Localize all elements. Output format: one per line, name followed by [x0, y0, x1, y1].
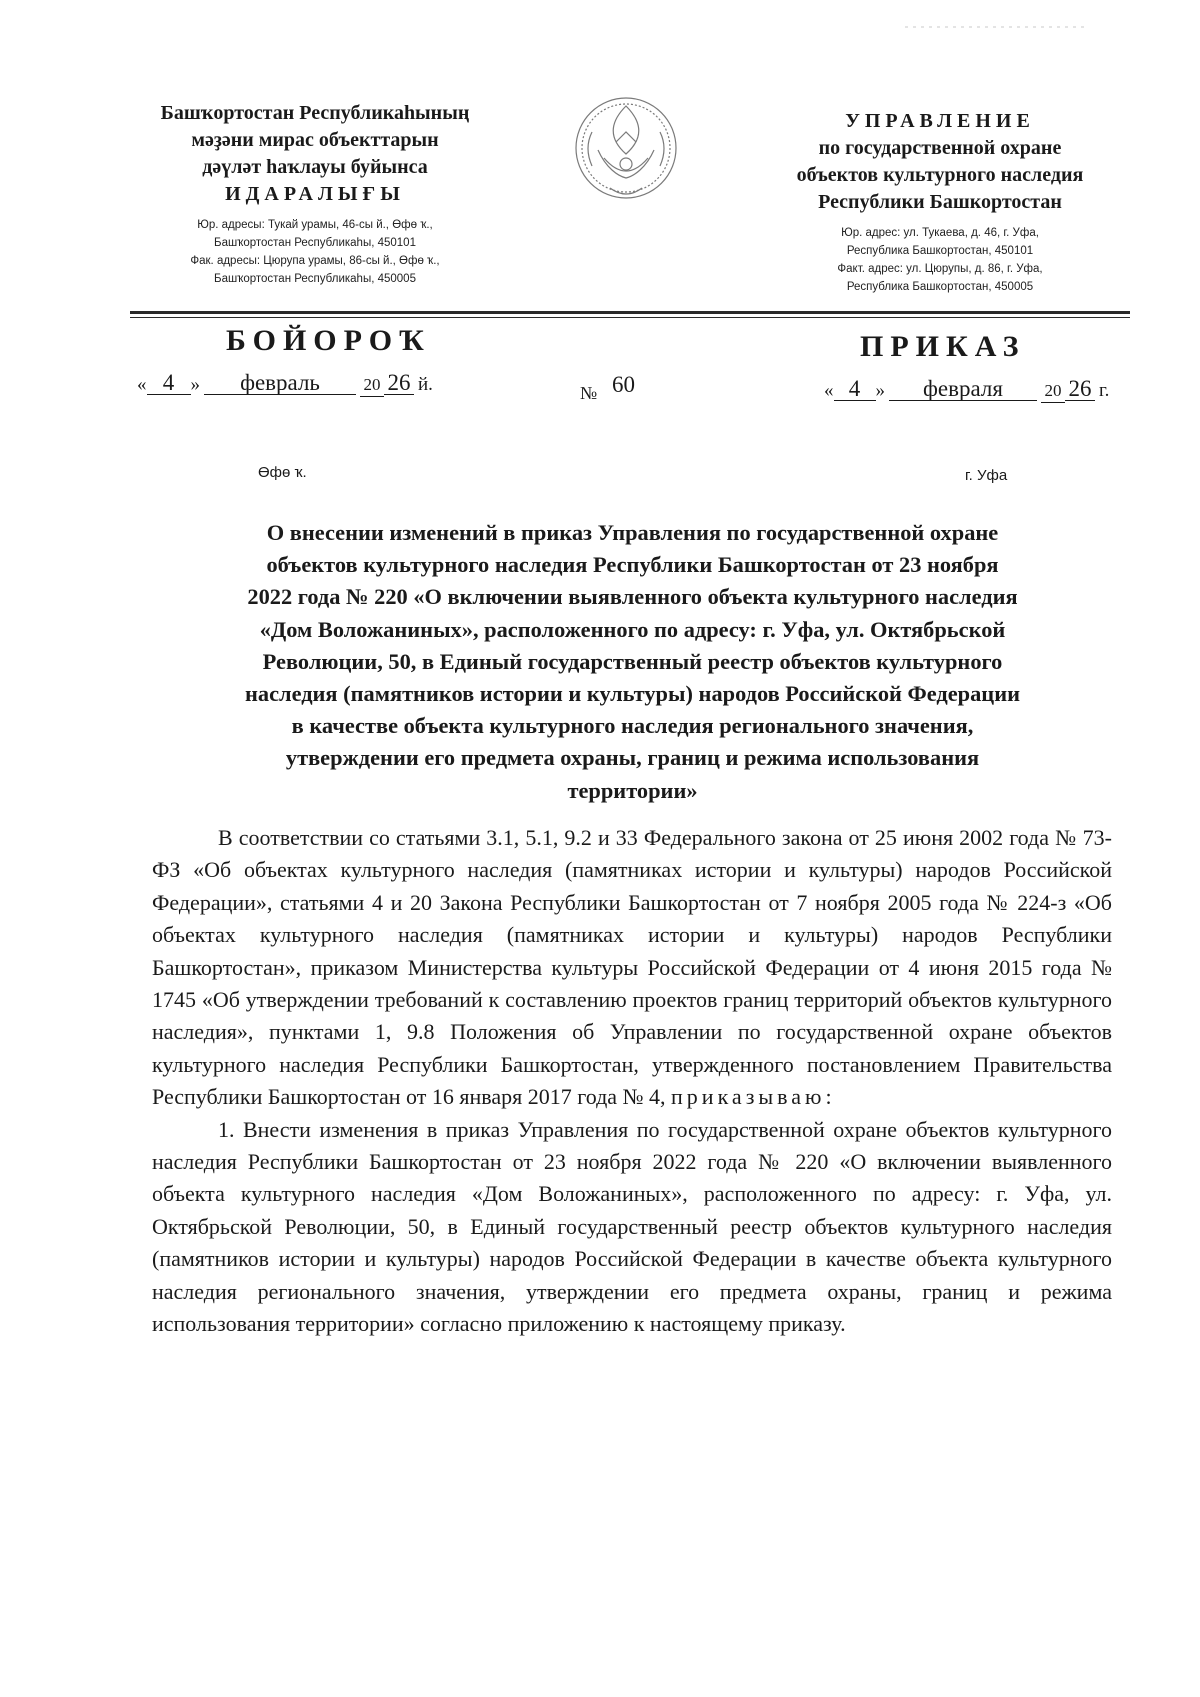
date-year-prefix: 20	[360, 374, 384, 397]
title-line: 2022 года № 220 «О включении выявленного объекта культурного наследия	[247, 584, 1018, 610]
date-russian	[824, 378, 1109, 403]
scan-artifact	[905, 25, 1085, 29]
date-bashkir	[137, 372, 433, 397]
date-close-quote: »	[875, 380, 885, 401]
date-year-suffix: 26	[1065, 378, 1095, 401]
title-line: объектов культурного наследия Республики Башкортостан от 23 ноября	[266, 552, 999, 578]
doc-type-bashkir: БОЙОРОҠ	[226, 324, 431, 357]
address-bashkir-line-2: Башҡортостан Республикаһы, 450101	[214, 237, 416, 249]
address-russian-line-4: Республика Башкортостан, 450005	[846, 281, 1034, 293]
date-day: 4	[147, 372, 191, 395]
address-russian	[760, 224, 1120, 296]
date-year-prefix: 20	[1041, 380, 1065, 403]
date-day: 4	[834, 378, 876, 401]
address-bashkir-line-3: Фак. адресы: Цюрупа урамы, 86-сы й., Өфө ҡ.,	[190, 255, 440, 267]
title-line: Революции, 50, в Единый государственный реестр объектов культурного	[262, 648, 1003, 674]
document-title	[150, 517, 1115, 807]
decree-word: приказываю:	[671, 1084, 836, 1110]
header-bashkir	[130, 100, 500, 288]
body-paragraph-1	[152, 822, 1112, 1114]
org-name-russian-line-4: Республики Башкортостан	[818, 191, 1062, 213]
date-month: февраля	[889, 378, 1037, 401]
org-name-bashkir-line-4: ИДАРАЛЫҒЫ	[225, 183, 405, 205]
header-divider-thick	[130, 311, 1130, 314]
title-line: «Дом Воложаниных», расположенного по адресу: г. Уфа, ул. Октябрьской	[259, 616, 1006, 642]
title-line: утверждении его предмета охраны, границ и режима использования	[285, 745, 980, 771]
org-name-russian-line-1: УПРАВЛЕНИЕ	[845, 110, 1035, 132]
title-line: в качестве объекта культурного наследия регионального значения,	[291, 713, 974, 739]
org-name-russian-line-2: по государственной охране	[818, 137, 1062, 159]
date-year-unit: й.	[418, 374, 433, 395]
document-body	[152, 822, 1112, 1341]
body-paragraph-2: 1. Внести изменения в приказ Управления по государственной охране объектов культурного наследия Республики Башкортостан от 23 ноября 2022 года № 220 «О включении выявленного объекта культурного наследия «Дом Воложаниных», расположенного по адресу: г. Уфа, ул. Октябрьской Революции, 50, в Единый государственный реестр объектов культурного наследия (памятников истории и культуры) народов Российской Федерации в качестве объекта культурного наследия регионального значения, утверждении его предмета охраны, границ и режима использования территории» согласно приложению к настоящему приказу.	[152, 1116, 1112, 1337]
number-label: №	[580, 383, 598, 403]
org-name-bashkir-line-1: Башҡортостан Республикаһының	[160, 102, 470, 124]
city-russian: г. Уфа	[965, 467, 1008, 484]
org-name-bashkir-line-2: мәҙәни мирас объекттарын	[191, 129, 439, 151]
header-russian	[760, 108, 1120, 296]
address-bashkir-line-4: Башҡортостан Республикаһы, 450005	[214, 273, 416, 285]
date-year-unit: г.	[1099, 380, 1110, 401]
header-divider-thin	[130, 317, 1130, 318]
number-value: 60	[612, 372, 635, 397]
address-russian-line-1: Юр. адрес: ул. Тукаева, д. 46, г. Уфа,	[841, 227, 1039, 239]
address-russian-line-2: Республика Башкортостан, 450101	[846, 245, 1034, 257]
address-bashkir-line-1: Юр. адресы: Тукай урамы, 46-сы й., Өфө ҡ.,	[197, 219, 433, 231]
city-bashkir: Өфө ҡ.	[258, 464, 307, 481]
date-open-quote: «	[137, 374, 147, 395]
date-year-suffix: 26	[384, 372, 414, 395]
address-bashkir	[130, 216, 500, 288]
doc-type-russian: ПРИКАЗ	[860, 330, 1026, 363]
title-line: территории»	[567, 777, 698, 803]
org-name-russian-line-3: объектов культурного наследия	[796, 164, 1084, 186]
title-line: О внесении изменений в приказ Управления по государственной охране	[266, 520, 999, 545]
title-line: наследия (памятников истории и культуры) народов Российской Федерации	[244, 681, 1021, 707]
preamble-text: В соответствии со статьями 3.1, 5.1, 9.2 и 33 Федерального закона от 25 июня 2002 года № 73-ФЗ «Об объектах культурного наследия (памятниках истории и культуры) народов Российской Федерации», статьями 4 и 20 Закона Республики Башкортостан от 7 ноября 2005 года № 224-з «Об объектах культурного наследия (памятниках истории и культуры) народов Республики Башкортостан», приказом Министерства культуры Российской Федерации от 4 июня 2015 года № 1745 «Об утверждении требований к составлению проектов границ территорий объектов культурного наследия», пунктами 1, 9.8 Положения об Управлении по государственной охране объектов культурного наследия Республики Башкортостан, утвержденного постановлением Правительства Республики Башкортостан от 16 января 2017 года № 4,	[152, 825, 1112, 1110]
date-close-quote: »	[190, 374, 200, 395]
org-name-bashkir-line-3: дәүләт һаҡлауы буйынса	[202, 156, 428, 178]
bashkortostan-emblem-icon	[570, 92, 682, 210]
date-open-quote: «	[824, 380, 834, 401]
address-russian-line-3: Факт. адрес: ул. Цюрупы, д. 86, г. Уфа,	[837, 263, 1043, 275]
date-month: февраль	[204, 372, 356, 395]
